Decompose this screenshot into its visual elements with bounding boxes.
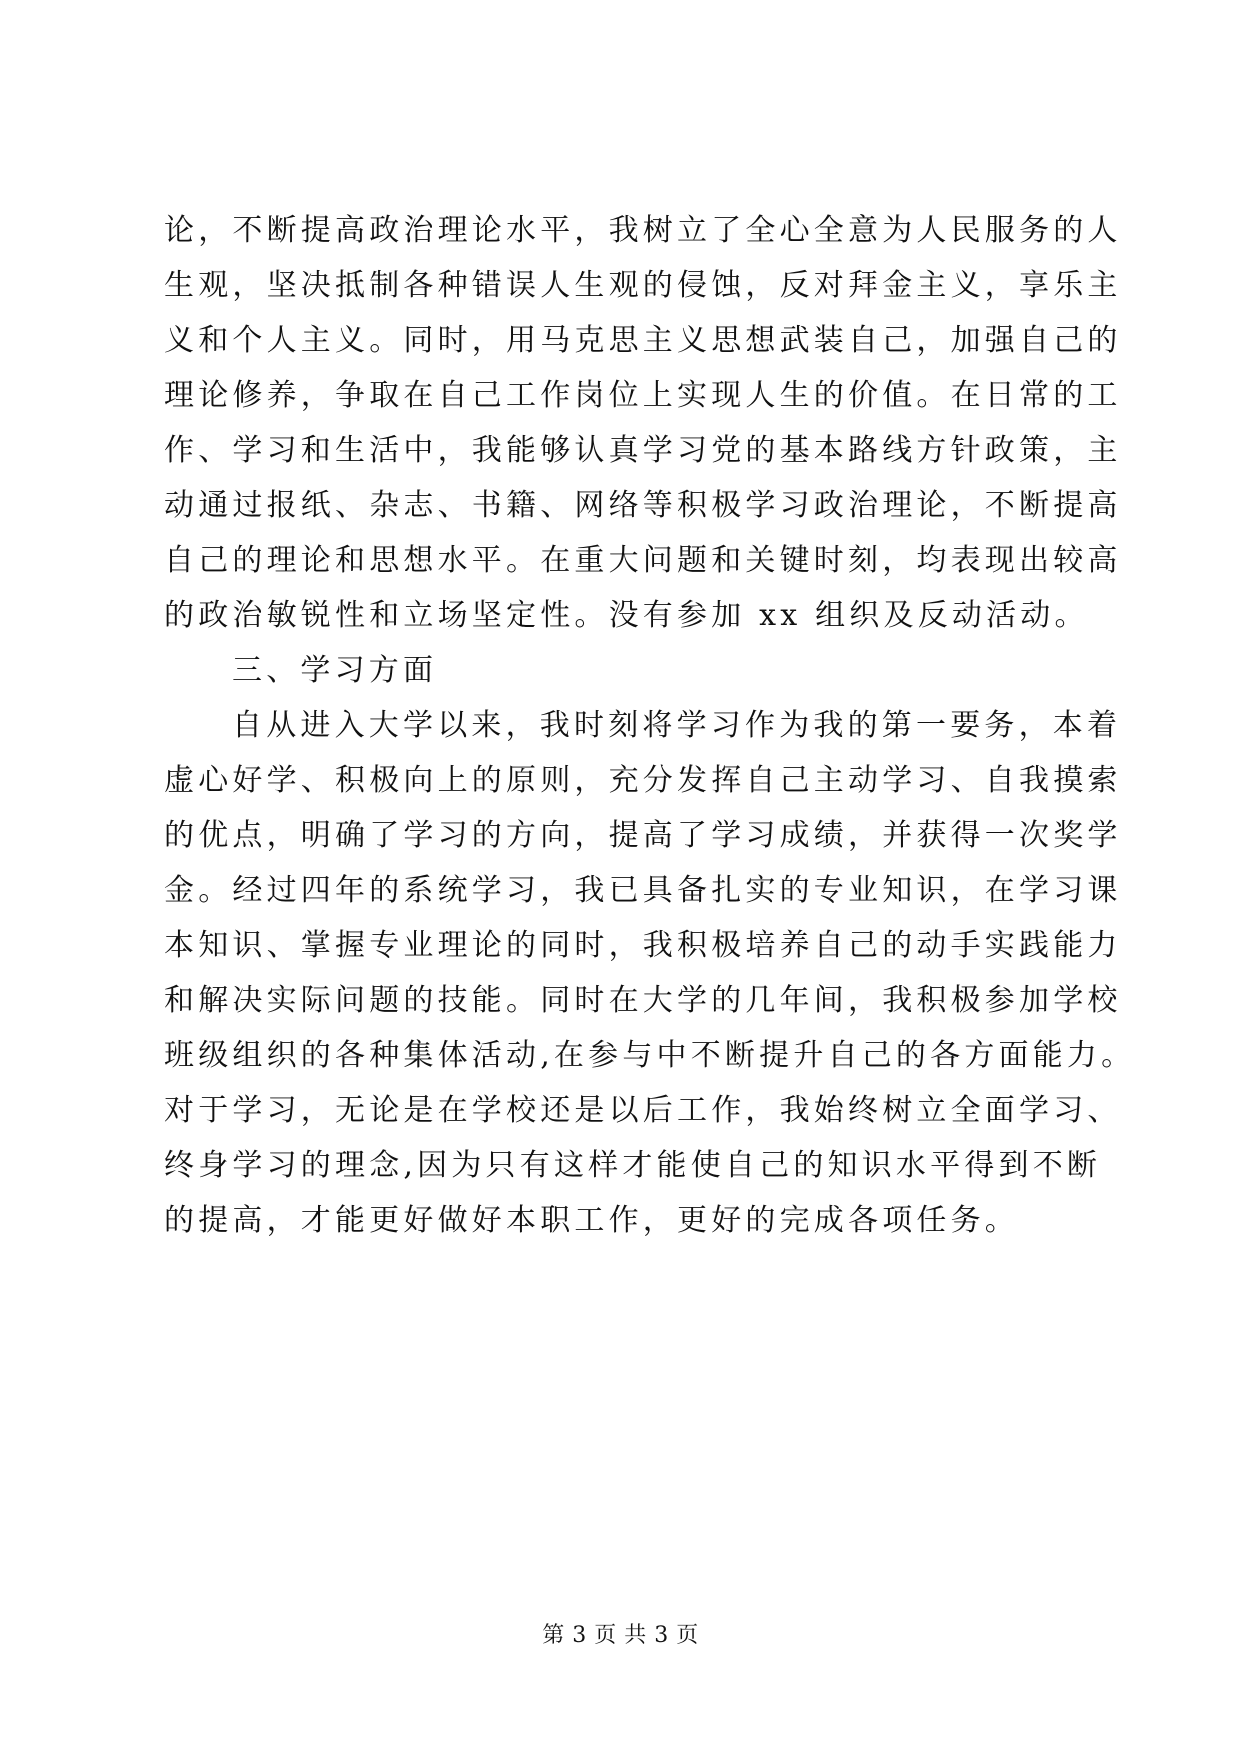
body-text-line: 的提高，才能更好做好本职工作，更好的完成各项任务。 (164, 1203, 1019, 1238)
body-text-line: 作、学习和生活中，我能够认真学习党的基本路线方针政策，主 (164, 433, 1122, 468)
body-text-line: 的政治敏锐性和立场坚定性。没有参加 xx 组织及反动活动。 (164, 598, 1089, 633)
section-heading: 三、学习方面 (232, 653, 438, 688)
body-text-line: 对于学习，无论是在学校还是以后工作，我始终树立全面学习、 (164, 1093, 1122, 1128)
body-text-line: 生观，坚决抵制各种错误人生观的侵蚀，反对拜金主义，享乐主 (164, 268, 1122, 303)
body-text-line: 和解决实际问题的技能。同时在大学的几年间，我积极参加学校 (164, 983, 1122, 1018)
body-text-line: 义和个人主义。同时，用马克思主义思想武装自己，加强自己的 (164, 323, 1122, 358)
body-text-line: 论，不断提高政治理论水平，我树立了全心全意为人民服务的人 (164, 213, 1122, 248)
body-text-line: 动通过报纸、杂志、书籍、网络等积极学习政治理论，不断提高 (164, 488, 1122, 523)
body-text-line: 金。经过四年的系统学习，我已具备扎实的专业知识，在学习课 (164, 873, 1122, 908)
body-text-line: 终身学习的理念,因为只有这样才能使自己的知识水平得到不断 (164, 1148, 1102, 1183)
body-text-line: 班级组织的各种集体活动,在参与中不断提升自己的各方面能力。 (164, 1038, 1136, 1073)
body-text-line: 本知识、掌握专业理论的同时，我积极培养自己的动手实践能力 (164, 928, 1122, 963)
body-text-line: 自己的理论和思想水平。在重大问题和关键时刻，均表现出较高 (164, 543, 1122, 578)
page-number-footer: 第 3 页 共 3 页 (542, 1623, 699, 1648)
body-text-line: 虚心好学、积极向上的原则，充分发挥自己主动学习、自我摸索 (164, 763, 1122, 798)
body-text-line: 理论修养，争取在自己工作岗位上实现人生的价值。在日常的工 (164, 378, 1122, 413)
body-text-line: 自从进入大学以来，我时刻将学习作为我的第一要务，本着 (232, 708, 1122, 743)
body-text-line: 的优点，明确了学习的方向，提高了学习成绩，并获得一次奖学 (164, 818, 1122, 853)
